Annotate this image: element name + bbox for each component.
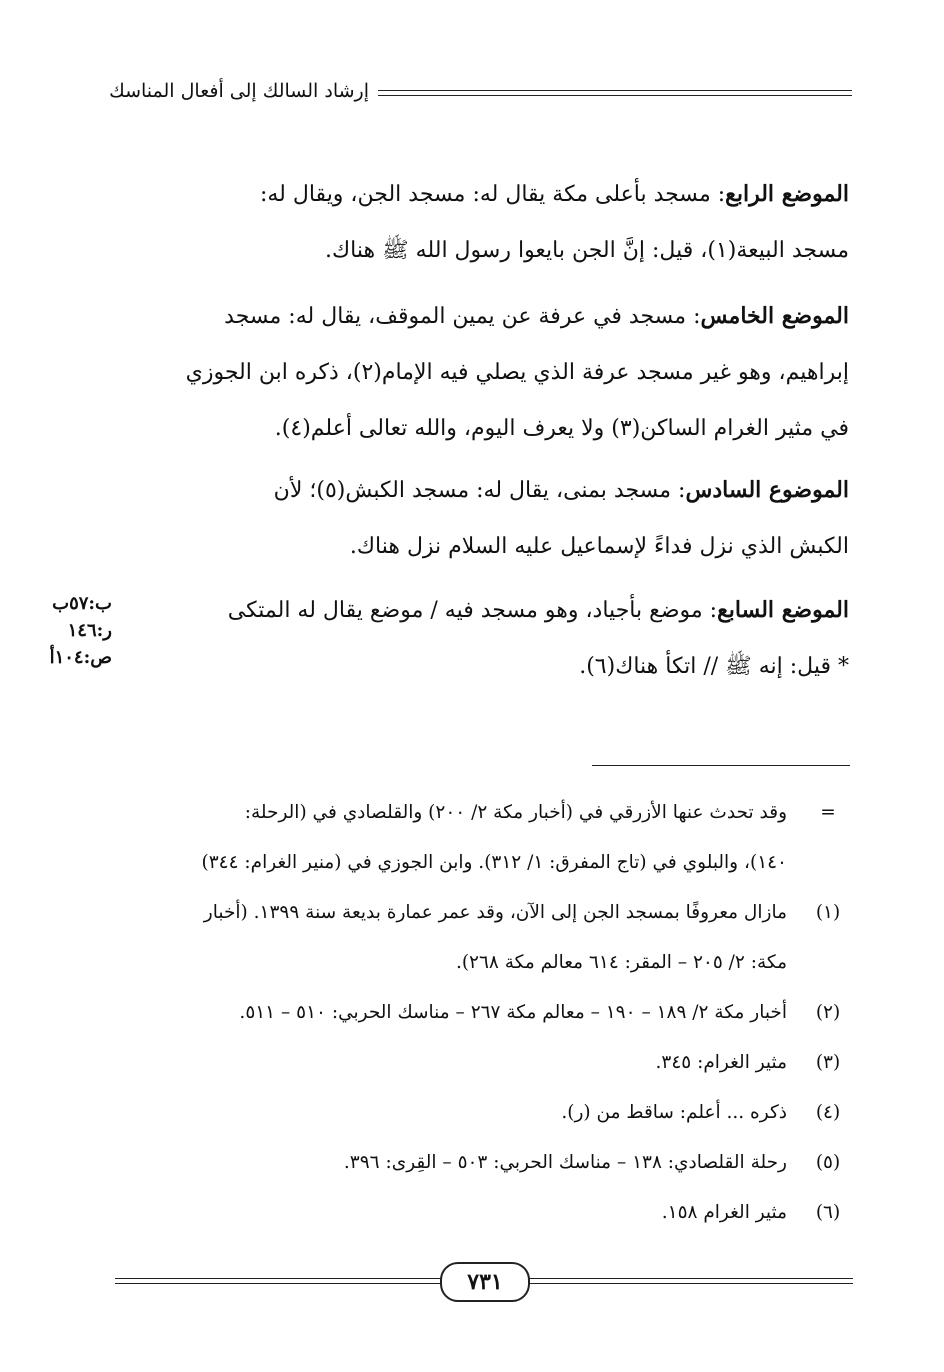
footnote-text: مثير الغرام: ٣٤٥. [655,1052,787,1073]
footnote-text: مكة: ٢/ ٢٠٥ – المقر: ٦١٤ معالم مكة ٢٦٨). [455,952,787,973]
footnote-text: مثير الغرام ١٥٨. [661,1202,787,1223]
footnote-text: ذكره ... أعلم: ساقط من (ر). [561,1102,787,1123]
footnotes [109,788,849,1238]
footnote-text: وقد تحدث عنها الأزرقي في (أخبار مكة ٢/ ٢٠٠) والقلصادي في (الرحلة: [244,802,787,823]
paragraph-line: في مثير الغرام الساكن(٣) ولا يعرف اليوم، والله تعالى أعلم(٤). [274,416,849,441]
footnote-number: (٤) [815,1102,841,1123]
paragraph-line: إبراهيم، وهو غير مسجد عرفة الذي يصلي فيه الإمام(٢)، ذكره ابن الجوزي [185,360,849,385]
footnote [109,1038,849,1088]
paragraph-lead: الموضع الخامس [700,303,849,329]
footnote-text: مازال معروفًا بمسجد الجن إلى الآن، وقد عمر عمارة بديعة سنة ١٣٩٩. (أخبار [203,902,787,923]
header-title: إرشاد السالك إلى أفعال المناسك [109,80,369,102]
footnote-text: رحلة القلصادي: ١٣٨ – مناسك الحربي: ٥٠٣ – القِرى: ٣٩٦. [343,1152,787,1173]
paragraph-fourth-place [119,166,849,279]
footnote-number: (٣) [815,1052,841,1073]
footnote-text: ١٤٠)، والبلوي في (تاج المفرق: ١/ ٣١٢). وابن الجوزي في (منير الغرام: ٣٤٤) [201,852,787,873]
paragraph-text: : مسجد في عرفة عن يمين الموقف، يقال له: مسجد [224,304,701,329]
footnote-number: (١) [815,902,841,923]
margin-note: ب:٥٧ب [52,593,112,614]
paragraph-text: : مسجد بأعلى مكة يقال له: مسجد الجن، ويقال له: [259,182,726,207]
margin-note: ص:١٠٤أ [49,647,112,668]
paragraph-text: : موضع بأجياد، وهو مسجد فيه / موضع يقال له المتكى [227,598,718,623]
paragraph-line: * قيل: إنه ﷺ // اتكأ هناك(٦). [579,654,849,679]
footnote [109,1088,849,1138]
footnote-number: (٦) [815,1202,841,1223]
paragraph-line [119,462,849,519]
footnote [109,988,849,1038]
paragraph-line [119,166,849,223]
paragraph-lead: الموضوع السادس [685,477,849,503]
header-rule [378,90,852,91]
footnote-number: (٢) [815,1002,841,1023]
paragraph-line [119,288,849,345]
paragraph-lead: الموضع السابع [717,597,849,623]
paragraph-seventh-place [119,582,849,695]
paragraph-text: : مسجد بمنى، يقال له: مسجد الكبش(٥)؛ لأن [273,478,686,503]
running-header [0,80,944,110]
paragraph-line: مسجد البيعة(١)، قيل: إنَّ الجن بايعوا رسول الله ﷺ هناك. [325,238,849,263]
margin-note: ر:١٤٦ [67,620,112,641]
footnote-number: (٥) [815,1152,841,1173]
paragraph-line: الكبش الذي نزل فداءً لإسماعيل عليه السلام نزل هناك. [349,534,849,559]
footnote [109,888,849,988]
footnote-separator [592,765,850,766]
paragraph-fifth-place [119,288,849,457]
footnote-text: أخبار مكة ٢/ ١٨٩ – ١٩٠ – معالم مكة ٢٦٧ – مناسك الحربي: ٥١٠ – ٥١١. [239,1002,787,1023]
manuscript-margin-notes [12,590,112,671]
header-rule [378,95,852,96]
footnote [109,1188,849,1238]
footnote-number: = [820,802,836,823]
paragraph-line [119,582,849,639]
paragraph-sixth-place [119,462,849,575]
footnote [109,1138,849,1188]
footnote-continuation [109,788,849,888]
page-number: ٧٣١ [440,1262,530,1302]
paragraph-lead: الموضع الرابع [725,181,849,207]
